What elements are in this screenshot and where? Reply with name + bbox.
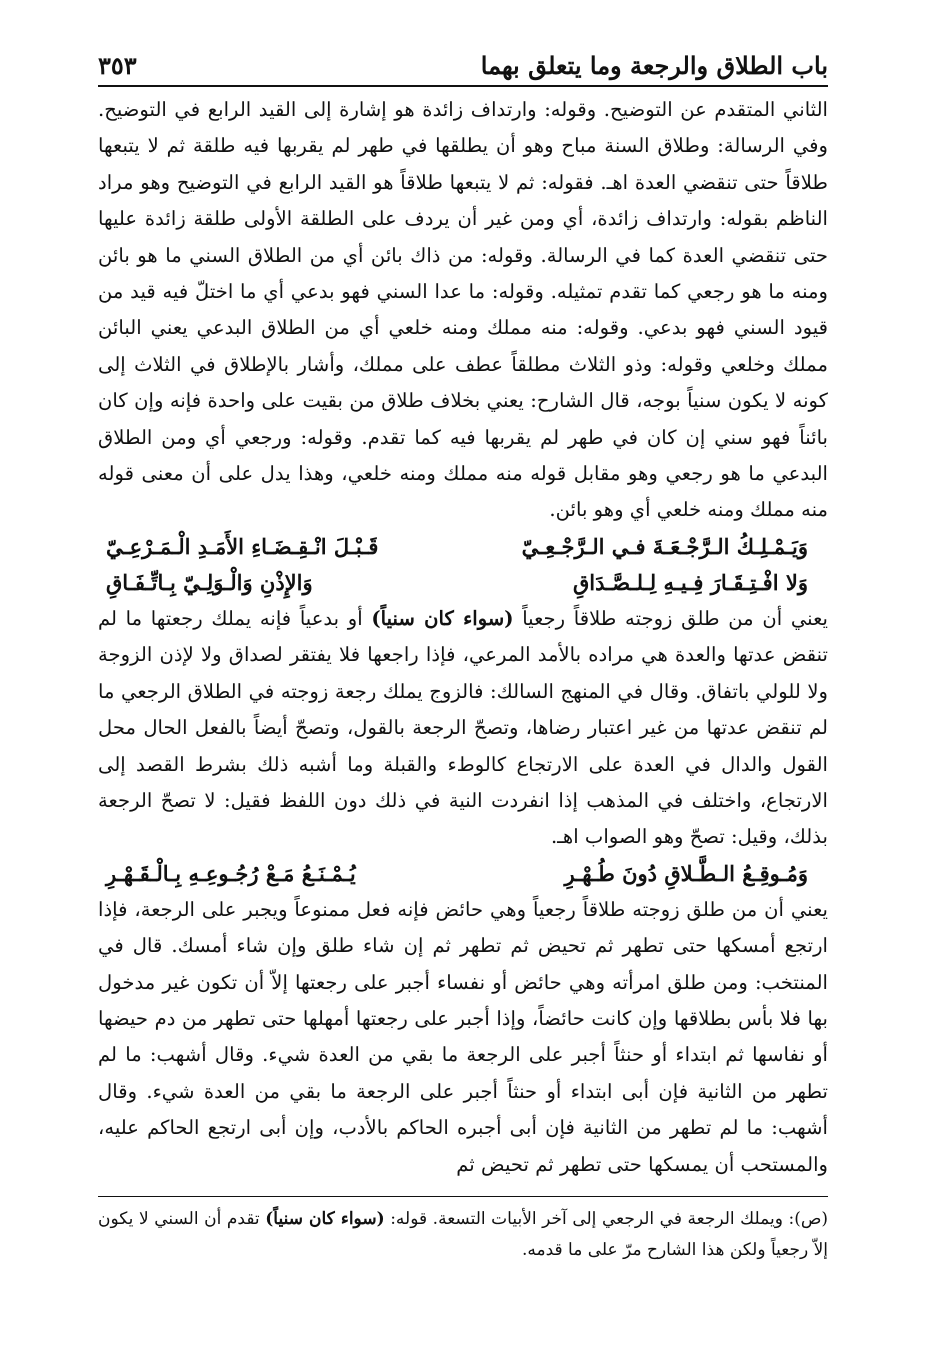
verse-line-2 bbox=[98, 565, 828, 601]
footnote-separator bbox=[98, 1196, 828, 1197]
footnote-rest: تقدم أن السني لا يكون إلاّ رجعياً ولكن هذا الشارح مرّ على ما قدمه. bbox=[98, 1209, 828, 1260]
verse-1-second-hemistich: قَـبْـلَ انْـقِـضَـاءِ الأَمَـدِ الْـمَـرْعِـيّ bbox=[106, 533, 379, 559]
page-header bbox=[98, 40, 828, 80]
verse-3-first-hemistich: وَمُـوقِـعُ الـطَّـلاقِ دُونَ طُـهْـرِ bbox=[564, 860, 808, 886]
verse-2-first-hemistich: وَلا افْـتِـقَـارَ فِـيـهِ لِـلـصَّـدَاقِ bbox=[573, 569, 808, 595]
paragraph-2-lead: يعني أن من طلق زوجته طلاقاً رجعياً bbox=[513, 606, 828, 630]
quoted-phrase: (سواء كان سنياً) bbox=[371, 606, 514, 630]
footnote-quoted-phrase: (سواء كان سنياً) bbox=[265, 1209, 385, 1229]
commentary-paragraph-2 bbox=[98, 601, 828, 856]
main-text bbox=[98, 92, 828, 1183]
paragraph-2-rest: أو بدعياً فإنه يملك رجعتها ما لم تنقض عدتها والعدة هي مراده بالأمد المرعي، فإذا راجعها فلا يفتقر لصداق ولا لإذن الزوجة ولا للولي باتفاق. وقال في المنهج السالك: فالزوج يملك رجعة زوجته في الطلاق الرجعي ما لم تنقض عدتها من غير اعتبار رضاها، وتصحّ الرجعة بالقول، وتصحّ أيضاً بالفعل الحال محل القول والدال في العدة على الارتجاع كالوطء والقبلة وما أشبه ذلك بشرط القصد إلى الارتجاع، واختلف في المذهب إذا انفردت النية في ذلك دون اللفظ فقيل: لا تصحّ الرجعة بذلك، وقيل: تصحّ وهو الصواب اهـ. bbox=[98, 606, 828, 849]
verse-3-second-hemistich: يُـمْـنَـعُ مَـعْ رُجُـوعِـهِ بِـالْـقَـهْـرِ bbox=[106, 860, 356, 886]
footnote-lead: (ص): ويملك الرجعة في الرجعي إلى آخر الأبيات التسعة. قوله: bbox=[384, 1209, 829, 1229]
verse-2-second-hemistich: وَالإِذْنِ وَالْـوَلِـيّ بِـاتِّـفَـاقِ bbox=[106, 569, 313, 595]
verse-line-1 bbox=[98, 529, 828, 565]
footnotes bbox=[98, 1204, 828, 1266]
commentary-paragraph-3: يعني أن من طلق زوجته طلاقاً رجعياً وهي حائض فإنه فعل ممنوعاً ويجبر على الرجعة، فإذا ارتجع أمسكها حتى تطهر ثم تحيض ثم تطهر ثم إن شاء طلق وإن شاء أمسك. قال في المنتخب: ومن طلق امرأته وهي حائض أو نفساء أجبر على رجعتها إلاّ أن تكون غير مدخول بها فلا بأس بطلاقها وإن كانت حائضاً، وإذا أجبر على رجعتها أمهلها حتى تطهر من دم حيضها أو نفاسها ثم ابتداء أو حنثاً أجبر على الرجعة ما بقي من العدة شيء. وقال أشهب: ما لم تطهر من الثانية فإن أبى ابتداء أو حنثاً أجبر على الرجعة ما بقي من العدة شيء. وقال أشهب: ما لم تطهر من الثانية فإن أبى أجبره الحاكم بالأدب، وإن أبى ارتجع الحاكم عليه، والمستحب أن يمسكها حتى تطهر ثم تحيض ثم bbox=[98, 897, 828, 1176]
verse-1-first-hemistich: وَيَـمْـلِـكُ الـرَّجْـعَـةَ فـي الـرَّجْـعِـيّ bbox=[521, 533, 808, 559]
verse-line-3 bbox=[98, 856, 828, 892]
header-rule bbox=[98, 85, 828, 87]
page-number: ٣٥٣ bbox=[98, 51, 137, 80]
commentary-paragraph-1: الثاني المتقدم عن التوضيح. وقوله: وارتداف زائدة هو إشارة إلى القيد الرابع في التوضيح. وفي الرسالة: وطلاق السنة مباح وهو أن يطلقها في طهر لم يقربها فيه طلقة ثم لا يتبعها طلاقاً حتى تنقضي العدة اهـ. فقوله: ثم لا يتبعها طلاقاً هو القيد الرابع في التوضيح وهو مراد الناظم بقوله: وارتداف زائدة، أي ومن غير أن يردف على الطلقة الأولى طلقة زائدة عليها حتى تنقضي العدة كما في الرسالة. وقوله: من ذاك بائن أي من الطلاق السني ما هو بائن ومنه ما هو رجعي كما تقدم تمثيله. وقوله: ما عدا السني فهو بدعي أي ما اختلّ فيه قيد من قيود السني فهو بدعي. وقوله: منه مملك ومنه خلعي أي من الطلاق البدعي يعني البائن مملك وخلعي وقوله: وذو الثلاث مطلقاً عطف على مملك، وأشار بالإطلاق في الثلاث إلى كونه لا يكون سنياً بوجه، قال الشارح: يعني بخلاف طلاق من بقيت على واحدة فإنه وإن كان بائناً فهو سني إن كان في طهر لم يقربها فيه كما تقدم. وقوله: ورجعي أي ومن الطلاق البدعي ما هو رجعي وهو مقابل قوله منه مملك ومنه خلعي، وهذا يدل على أن معنى قوله منه مملك ومنه خلعي أي وهو بائن. bbox=[98, 98, 828, 522]
footnote bbox=[98, 1204, 828, 1266]
running-title: باب الطلاق والرجعة وما يتعلق بهما bbox=[480, 51, 828, 80]
